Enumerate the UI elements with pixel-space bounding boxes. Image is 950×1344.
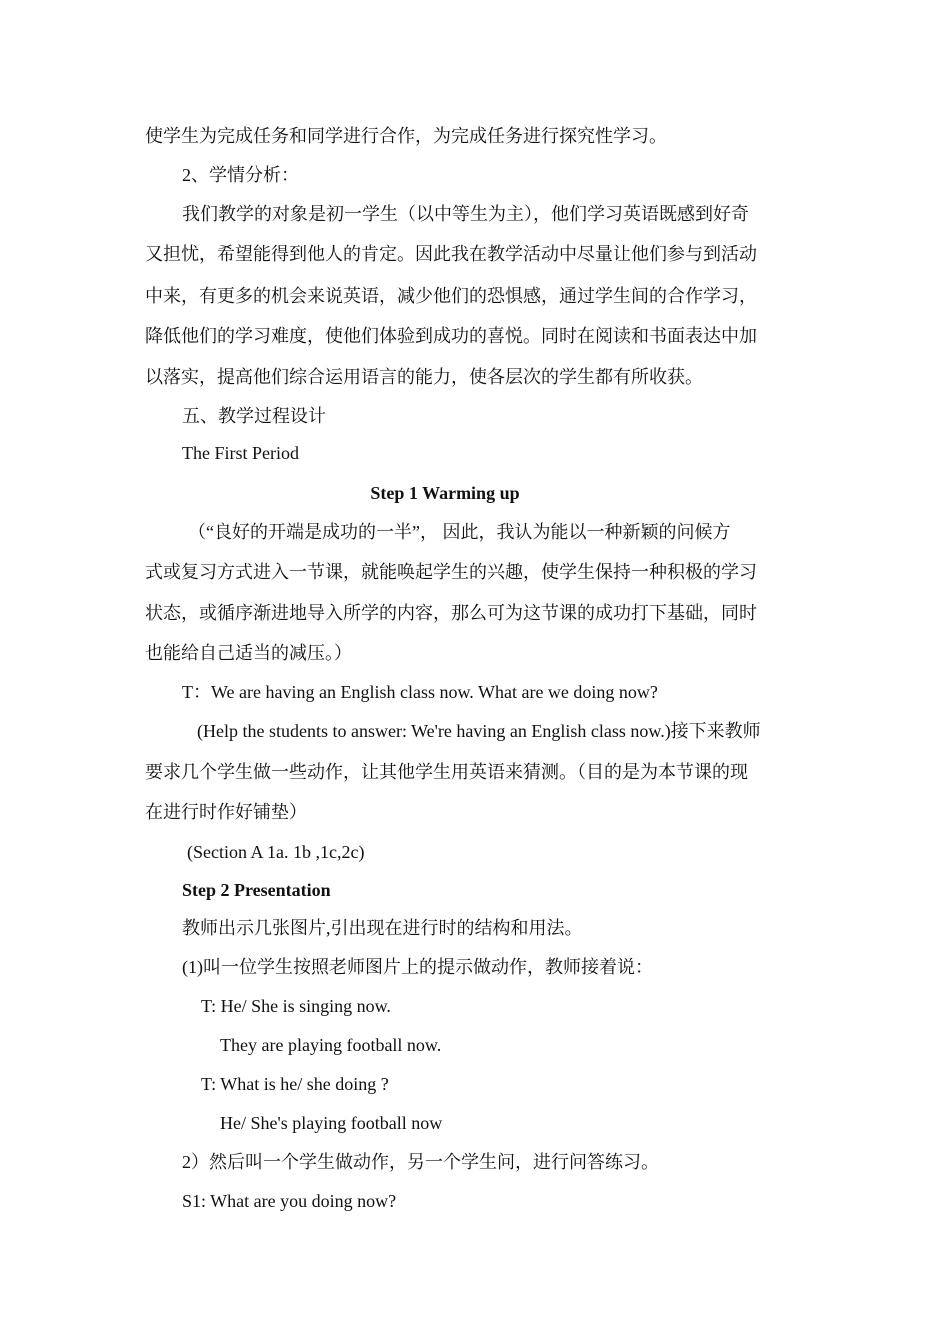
paragraph-line: 我们教学的对象是初一学生（以中等生为主），他们学习英语既感到好奇 xyxy=(182,204,749,224)
dialogue-line: T：We are having an English class now. What are we doing now? xyxy=(182,682,658,702)
dialogue-line: He/ She's playing football now xyxy=(220,1113,443,1133)
paragraph-line: 又担忧，希望能得到他人的肯定。因此我在教学活动中尽量让他们参与到活动 xyxy=(145,244,757,264)
dialogue-line: S1: What are you doing now? xyxy=(182,1191,397,1211)
paragraph-line: （“良好的开端是成功的一半”， 因此，我认为能以一种新颖的问候方 xyxy=(188,522,731,542)
section-heading: 五、教学过程设计 xyxy=(182,406,326,426)
paragraph-line: 教师出示几张图片,引出现在进行时的结构和用法。 xyxy=(182,918,583,938)
step-heading: Step 2 Presentation xyxy=(182,880,331,900)
paragraph-line: 也能给自己适当的减压。） xyxy=(145,643,352,663)
section-reference: (Section A 1a. 1b ,1c,2c) xyxy=(187,842,365,862)
paragraph-line: (Help the students to answer: We're having an English class now.)接下来教师 xyxy=(197,721,761,741)
paragraph-line: 2）然后叫一个学生做动作，另一个学生问，进行问答练习。 xyxy=(182,1152,659,1172)
dialogue-line: T: He/ She is singing now. xyxy=(201,996,391,1016)
section-heading: 2、学情分析： xyxy=(182,165,299,185)
step-heading: Step 1 Warming up xyxy=(370,483,520,503)
paragraph-line: 以落实，提高他们综合运用语言的能力，使各层次的学生都有所收获。 xyxy=(145,367,703,387)
paragraph-line: 状态，或循序渐进地导入所学的内容，那么可为这节课的成功打下基础，同时 xyxy=(145,603,757,623)
dialogue-line: They are playing football now. xyxy=(220,1035,442,1055)
paragraph-line: (1)叫一位学生按照老师图片上的提示做动作，教师接着说： xyxy=(182,957,653,977)
paragraph-line: 式或复习方式进入一节课，就能唤起学生的兴趣，使学生保持一种积极的学习 xyxy=(145,562,757,582)
paragraph-line: 在进行时作好铺垫） xyxy=(145,802,307,822)
dialogue-line: T: What is he/ she doing ? xyxy=(201,1074,389,1094)
paragraph-line: 使学生为完成任务和同学进行合作，为完成任务进行探究性学习。 xyxy=(145,126,667,146)
paragraph-line: 降低他们的学习难度，使他们体验到成功的喜悦。同时在阅读和书面表达中加 xyxy=(145,326,757,346)
paragraph-line: 中来，有更多的机会来说英语，减少他们的恐惧感，通过学生间的合作学习， xyxy=(145,286,757,306)
period-title: The First Period xyxy=(182,443,299,463)
paragraph-line: 要求几个学生做一些动作，让其他学生用英语来猜测。（目的是为本节课的现 xyxy=(145,762,748,782)
